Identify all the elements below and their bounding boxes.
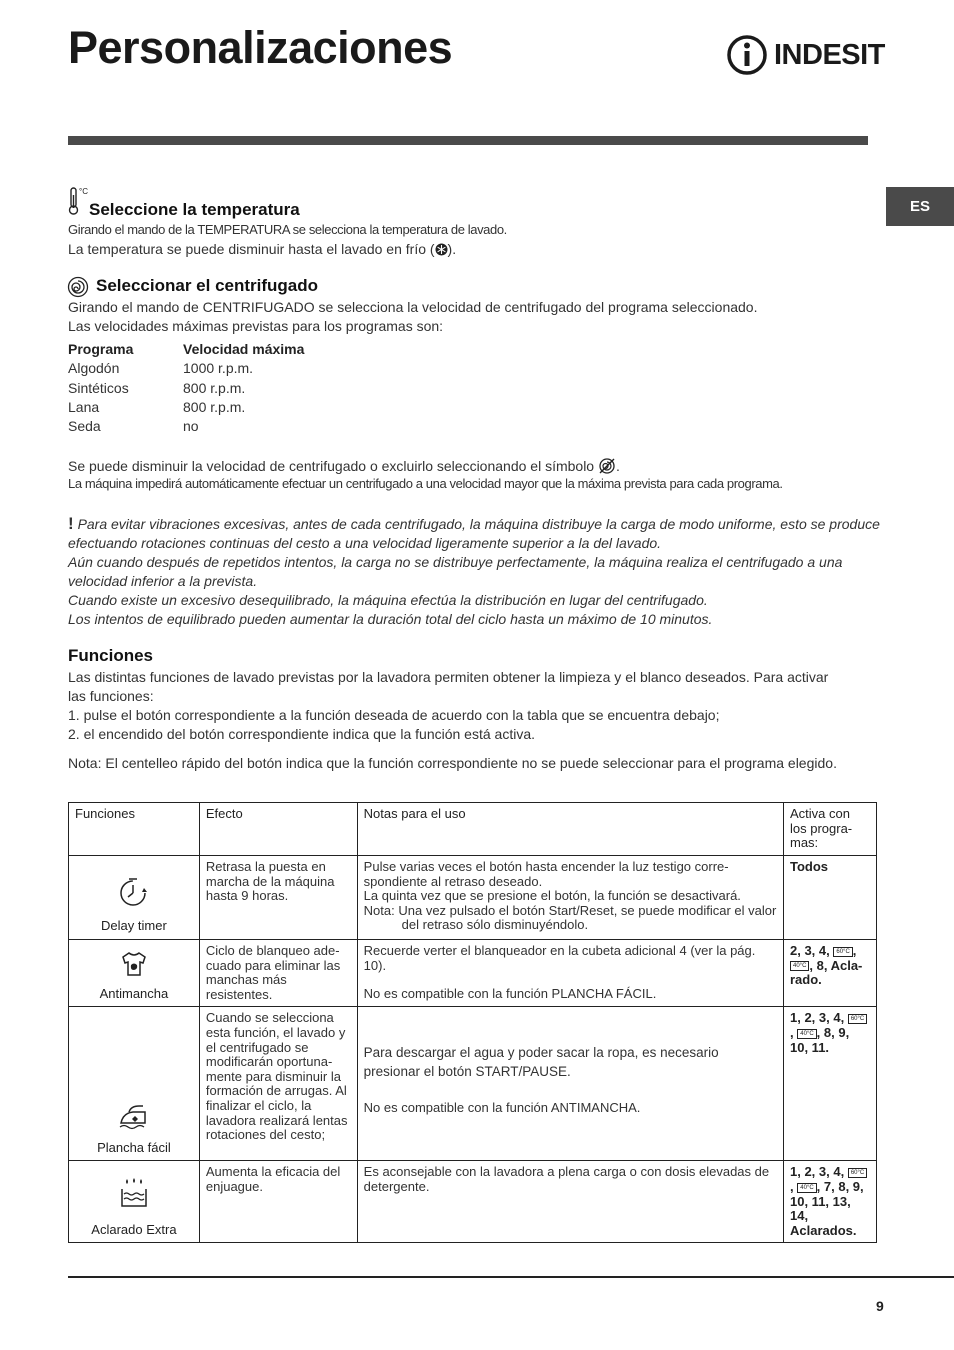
function-name: Antimancha (99, 985, 169, 1001)
speed-row (68, 380, 304, 399)
notes-cell (357, 1007, 783, 1161)
notes-cell (357, 856, 783, 940)
header-functions: Funciones (69, 803, 200, 856)
active-programs-b: , (790, 1178, 794, 1194)
speed-row (68, 360, 304, 379)
iron-icon (117, 1101, 151, 1131)
spin-heading: Seleccionar el centrifugado (96, 276, 319, 295)
table-row (69, 1161, 877, 1243)
spin-icon (67, 276, 89, 298)
functions-note: Nota: El centelleo rápido del botón indica que la función correspondiente no se puede seleccionar para el programa elegido. (68, 755, 837, 771)
no-spin-icon (598, 457, 616, 475)
active-programs-a: 2, 3, 4, (790, 943, 830, 958)
warning-mark: ! (68, 514, 74, 533)
temperature-line-2 (68, 241, 456, 257)
notes-cell (357, 1161, 783, 1243)
note-line: Es aconsejable con la lavadora a plena carga o con dosis elevadas de detergente. (363, 1164, 770, 1194)
warning-note (68, 514, 888, 629)
temperature-line-1: Girando el mando de la TEMPERATURA se selecciona la temperatura de lavado. (68, 222, 507, 237)
header-notes: Notas para el uso (357, 803, 783, 856)
speed-table (68, 341, 304, 437)
function-name: Aclarado Extra (91, 1221, 177, 1237)
active-programs-b: , (790, 1024, 794, 1040)
page-title: Personalizaciones (68, 22, 453, 73)
active-programs-c: , 8, Acla- rado. (790, 957, 863, 988)
effect-cell: Ciclo de blanqueo ade- cuado para eliminar las manchas más resistentes. (199, 940, 357, 1007)
effect-cell: Aumenta la eficacia del enjuague. (199, 1161, 357, 1243)
table-row (69, 856, 877, 940)
temperature-line-2-end: ). (447, 241, 457, 257)
function-name: Delay timer (101, 918, 167, 934)
active-cell (784, 1161, 877, 1243)
temp-40-badge: 40°C (790, 961, 809, 971)
header-divider (68, 136, 868, 145)
active-programs-c: , 7, 8, 9, 10, 11, 13, 14, Aclarados. (790, 1178, 864, 1238)
warning-paragraph-2: Aún cuando después de repetidos intentos, la carga no se distribuye perfectamente, la máquina realiza el centrifugado a una velocidad inferior a la prevista. (68, 554, 843, 589)
note-line: Nota: Una vez pulsado el botón Start/Reset, se puede modificar el valor del retraso sólo disminuyéndolo. (363, 902, 777, 933)
page-number: 9 (876, 1298, 884, 1314)
function-cell (69, 856, 200, 940)
note-line: La quinta vez que se presione el botón, la función se desactivará. (363, 888, 741, 904)
note-line: No es compatible con la función PLANCHA FÁCIL. (363, 986, 657, 1002)
active-programs-a: 1, 2, 3, 4, (790, 1164, 845, 1180)
functions-intro-1: Las distintas funciones de lavado previstas por la lavadora permiten obtener la limpieza y el blanco deseados. Para activar (68, 669, 829, 685)
delay-timer-icon (117, 876, 151, 908)
speed-value: 800 r.p.m. (183, 379, 246, 396)
function-cell (69, 1007, 200, 1161)
notes-cell (357, 940, 783, 1007)
speed-value: 1000 r.p.m. (183, 360, 254, 377)
note-line: Para descargar el agua y poder sacar la ropa, es necesario presionar el botón START/PAUSE. (363, 1045, 719, 1080)
table-row (69, 1007, 877, 1161)
active-cell (784, 940, 877, 1007)
spin-reduce-end: . (615, 458, 620, 474)
functions-heading: Funciones (68, 646, 154, 665)
extra-rinse-icon (119, 1177, 149, 1209)
cold-wash-icon (435, 243, 448, 256)
temp-60-badge: 60°C (833, 947, 852, 957)
speed-program: Sintéticos (68, 379, 129, 396)
spin-line-1: Girando el mando de CENTRIFUGADO se selecciona la velocidad de centrifugado del programa seleccionado. (68, 299, 758, 315)
speed-table-header (68, 341, 304, 360)
warning-paragraph-3: Cuando existe un excesivo desequilibrado, la máquina efectúa la distribución en lugar del centrifugado. (68, 592, 708, 608)
temp-60-badge: 60°C (848, 1014, 867, 1024)
language-tab: ES (886, 187, 954, 226)
speed-program: Lana (68, 398, 100, 415)
speed-header-speed: Velocidad máxima (183, 341, 305, 357)
temperature-heading: Seleccione la temperatura (89, 200, 300, 219)
note-line: Recuerde verter el blanqueador en la cubeta adicional 4 (ver la pág. 10). (363, 943, 756, 973)
temp-40-badge: 40°C (797, 1029, 816, 1039)
shirt-stain-icon (120, 950, 148, 978)
functions-table-header (69, 803, 877, 856)
effect-cell: Cuando se selecciona esta función, el lavado y el centrifugado se modificarán oportuna- mente para disminuir la formación de arrugas. Al finalizar el ciclo, la lavadora realizará lentas rotaciones del cesto; (199, 1007, 357, 1161)
brand-logo (726, 34, 885, 76)
header-active: Activa con los progra- mas: (784, 803, 877, 856)
speed-value: 800 r.p.m. (183, 398, 246, 415)
spin-reduce-text (68, 457, 620, 475)
functions-intro-2: las funciones: (68, 688, 154, 704)
effect-cell: Retrasa la puesta en marcha de la máquina hasta 9 horas. (199, 856, 357, 940)
functions-step-2: 2. el encendido del botón correspondiente indica que la función está activa. (68, 726, 535, 742)
table-row (69, 940, 877, 1007)
footer-divider (68, 1276, 954, 1278)
speed-value: no (183, 418, 199, 435)
spin-line-2: Las velocidades máximas previstas para los programas son: (68, 318, 444, 334)
speed-row (68, 399, 304, 418)
speed-program: Seda (68, 418, 101, 435)
speed-row (68, 418, 304, 437)
note-line: Pulse varias veces el botón hasta encender la luz testigo corre- spondiente al retraso deseado. (363, 859, 729, 889)
speed-header-program: Programa (68, 341, 134, 357)
active-programs-b: , (852, 943, 857, 958)
active-programs-a: 1, 2, 3, 4, (790, 1010, 845, 1026)
spin-reduce-label: Se puede disminuir la velocidad de centrifugado o excluirlo seleccionando el símbolo (68, 458, 595, 474)
active-programs-c: , 8, 9, 10, 11. (790, 1024, 850, 1055)
brand-name: INDESIT (774, 38, 885, 71)
warning-text-1: Para evitar vibraciones excesivas, antes de cada centrifugado, la máquina distribuye la carga de modo uniforme, esto se produce efectuando rotaciones continuas del cesto a una velocidad ligeramente superior a la del lavado. (68, 516, 880, 551)
active-cell: Todos (784, 856, 877, 940)
spin-machine-text: La máquina impedirá automáticamente efectuar un centrifugado a una velocidad mayor que la máxima prevista para cada programa. (68, 476, 783, 491)
note-line: No es compatible con la función ANTIMANCHA. (363, 1100, 641, 1116)
function-cell (69, 940, 200, 1007)
temperature-line-2-start: La temperatura se puede disminuir hasta el lavado en frío ( (68, 241, 435, 257)
active-cell (784, 1007, 877, 1161)
warning-paragraph-4: Los intentos de equilibrado pueden aumentar la duración total del ciclo hasta un máximo de 10 minutos. (68, 611, 713, 627)
speed-program: Algodón (68, 360, 120, 377)
function-name: Plancha fácil (97, 1139, 171, 1155)
warning-paragraph-1 (68, 514, 888, 553)
thermometer-icon (67, 186, 91, 216)
temp-60-badge: 60°C (848, 1168, 867, 1178)
functions-step-1: 1. pulse el botón correspondiente a la función deseada de acuerdo con la tabla que se encuentra debajo; (68, 707, 720, 723)
svg-text:°C: °C (79, 187, 88, 196)
temp-40-badge: 40°C (797, 1183, 816, 1193)
functions-table (68, 802, 877, 1243)
header-effect: Efecto (199, 803, 357, 856)
function-cell (69, 1161, 200, 1243)
indesit-logo-icon (726, 34, 768, 76)
